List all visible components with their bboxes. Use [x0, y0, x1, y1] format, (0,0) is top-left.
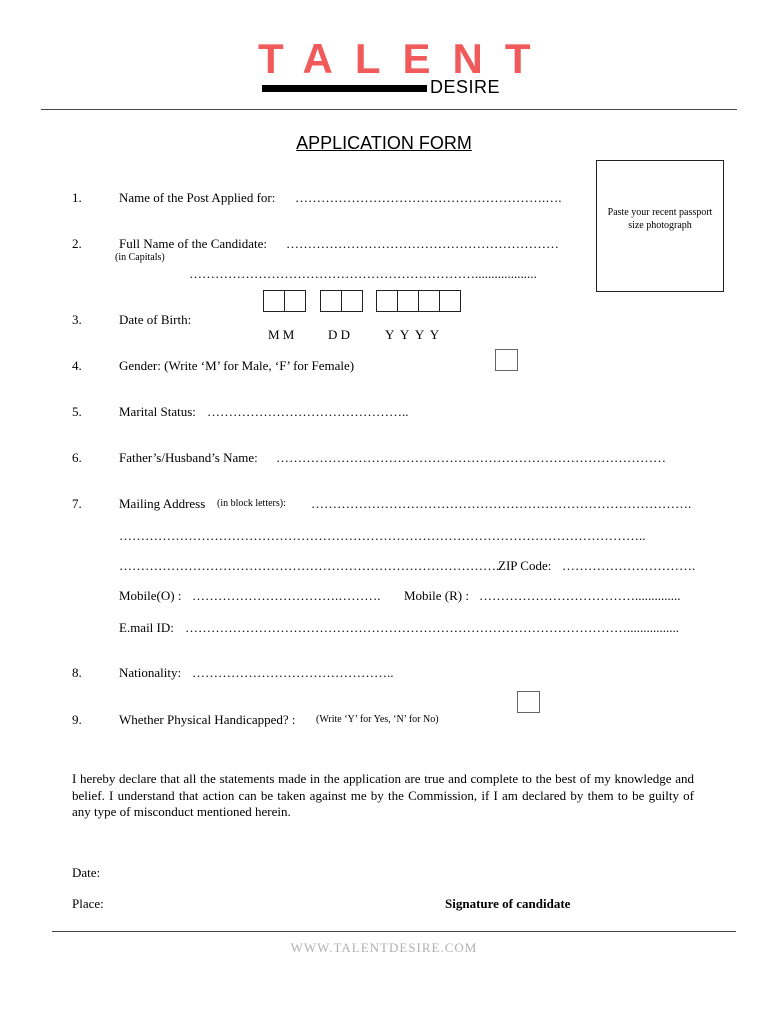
dob-box[interactable] — [285, 291, 305, 311]
marital-status-field[interactable]: ……………………………………….. — [207, 404, 409, 419]
header-divider — [41, 109, 737, 110]
dob-month-boxes[interactable] — [263, 290, 306, 312]
item-number-7: 7. — [72, 496, 82, 511]
item-number-3: 3. — [72, 312, 82, 327]
item-number-4: 4. — [72, 358, 82, 373]
photo-instruction: Paste your recent passport size photograph — [607, 207, 713, 231]
item-number-5: 5. — [72, 404, 82, 419]
item-number-8: 8. — [72, 665, 82, 680]
signature-label: Signature of candidate — [445, 896, 571, 911]
dob-box[interactable] — [440, 291, 460, 311]
dob-box[interactable] — [419, 291, 440, 311]
post-field[interactable]: ………………………………………………….…. — [295, 190, 562, 205]
full-name-field-line2[interactable]: …………………………………………………………................... — [189, 266, 537, 281]
address-field-line3[interactable]: ……………………………………………………………………………. — [119, 558, 500, 573]
item-number-9: 9. — [72, 712, 82, 727]
dob-box[interactable] — [342, 291, 362, 311]
handicapped-box[interactable] — [517, 691, 540, 713]
address-field-line1[interactable]: ……………………………………………………………………………. — [311, 496, 692, 511]
address-field-line2[interactable]: ………………………………………………………………………………………………………….. — [119, 528, 646, 543]
full-name-field[interactable]: ……………………………………………………… — [286, 236, 559, 251]
mobile-residence-field[interactable]: ……………………………….............. — [479, 588, 681, 603]
declaration-text: I hereby declare that all the statements made in the application are true and complete to the best of my knowledge and belief. I understand that action can be taken against me by the Commission, if I am declared by them to be guilty of any type of misconduct mentioned herein. — [72, 771, 694, 819]
dob-mm-hint: M M — [268, 327, 295, 342]
nationality-field[interactable]: ……………………………………….. — [192, 665, 394, 680]
dob-year-boxes[interactable] — [376, 290, 461, 312]
zip-code-field[interactable]: …………………………. — [562, 558, 696, 573]
zip-code-label: ZIP Code: — [498, 558, 552, 573]
email-field[interactable]: …………………………………………………………………………………………................ — [185, 620, 679, 635]
logo-desire: DESIRE — [430, 77, 501, 97]
dob-box[interactable] — [321, 291, 342, 311]
logo-underline-bar — [262, 85, 427, 92]
mobile-residence-label: Mobile (R) : — [404, 588, 469, 603]
dob-label: Date of Birth: — [119, 312, 192, 327]
marital-status-label: Marital Status: — [119, 404, 196, 419]
footer-website[interactable]: WWW.TALENTDESIRE.COM — [290, 940, 478, 955]
address-note: (in block letters): — [217, 498, 286, 509]
dob-dd-hint: D D — [328, 327, 351, 342]
dob-yyyy-hint: Y Y Y Y — [385, 327, 440, 342]
father-name-label: Father’s/Husband’s Name: — [119, 450, 258, 465]
dob-box[interactable] — [377, 291, 398, 311]
full-name-note: (in Capitals) — [115, 252, 165, 263]
nationality-label: Nationality: — [119, 665, 182, 680]
email-label: E.mail ID: — [119, 620, 174, 635]
full-name-label: Full Name of the Candidate: — [119, 236, 268, 251]
post-label: Name of the Post Applied for: — [119, 190, 276, 205]
gender-box[interactable] — [495, 349, 518, 371]
form-title — [0, 133, 768, 154]
place-label: Place: — [72, 896, 104, 911]
footer-divider — [52, 931, 736, 932]
gender-label: Gender: (Write ‘M’ for Male, ‘F’ for Female) — [119, 358, 355, 373]
dob-box[interactable] — [398, 291, 419, 311]
photo-box[interactable] — [596, 160, 724, 292]
logo-talent: TALENT — [258, 35, 553, 82]
father-name-field[interactable]: ……………………………………………………………………………… — [276, 450, 666, 465]
date-label: Date: — [72, 865, 101, 880]
handicapped-note: (Write ‘Y’ for Yes, ‘N’ for No) — [316, 714, 439, 725]
mobile-office-field[interactable]: …………………………….………. — [192, 588, 381, 603]
address-label: Mailing Address — [119, 496, 206, 511]
item-number-1: 1. — [72, 190, 82, 205]
dob-day-boxes[interactable] — [320, 290, 363, 312]
item-number-6: 6. — [72, 450, 82, 465]
dob-box[interactable] — [264, 291, 285, 311]
item-number-2: 2. — [72, 236, 82, 251]
mobile-office-label: Mobile(O) : — [119, 588, 182, 603]
handicapped-label: Whether Physical Handicapped? : — [119, 712, 296, 727]
form-title-text: APPLICATION FORM — [296, 133, 472, 153]
